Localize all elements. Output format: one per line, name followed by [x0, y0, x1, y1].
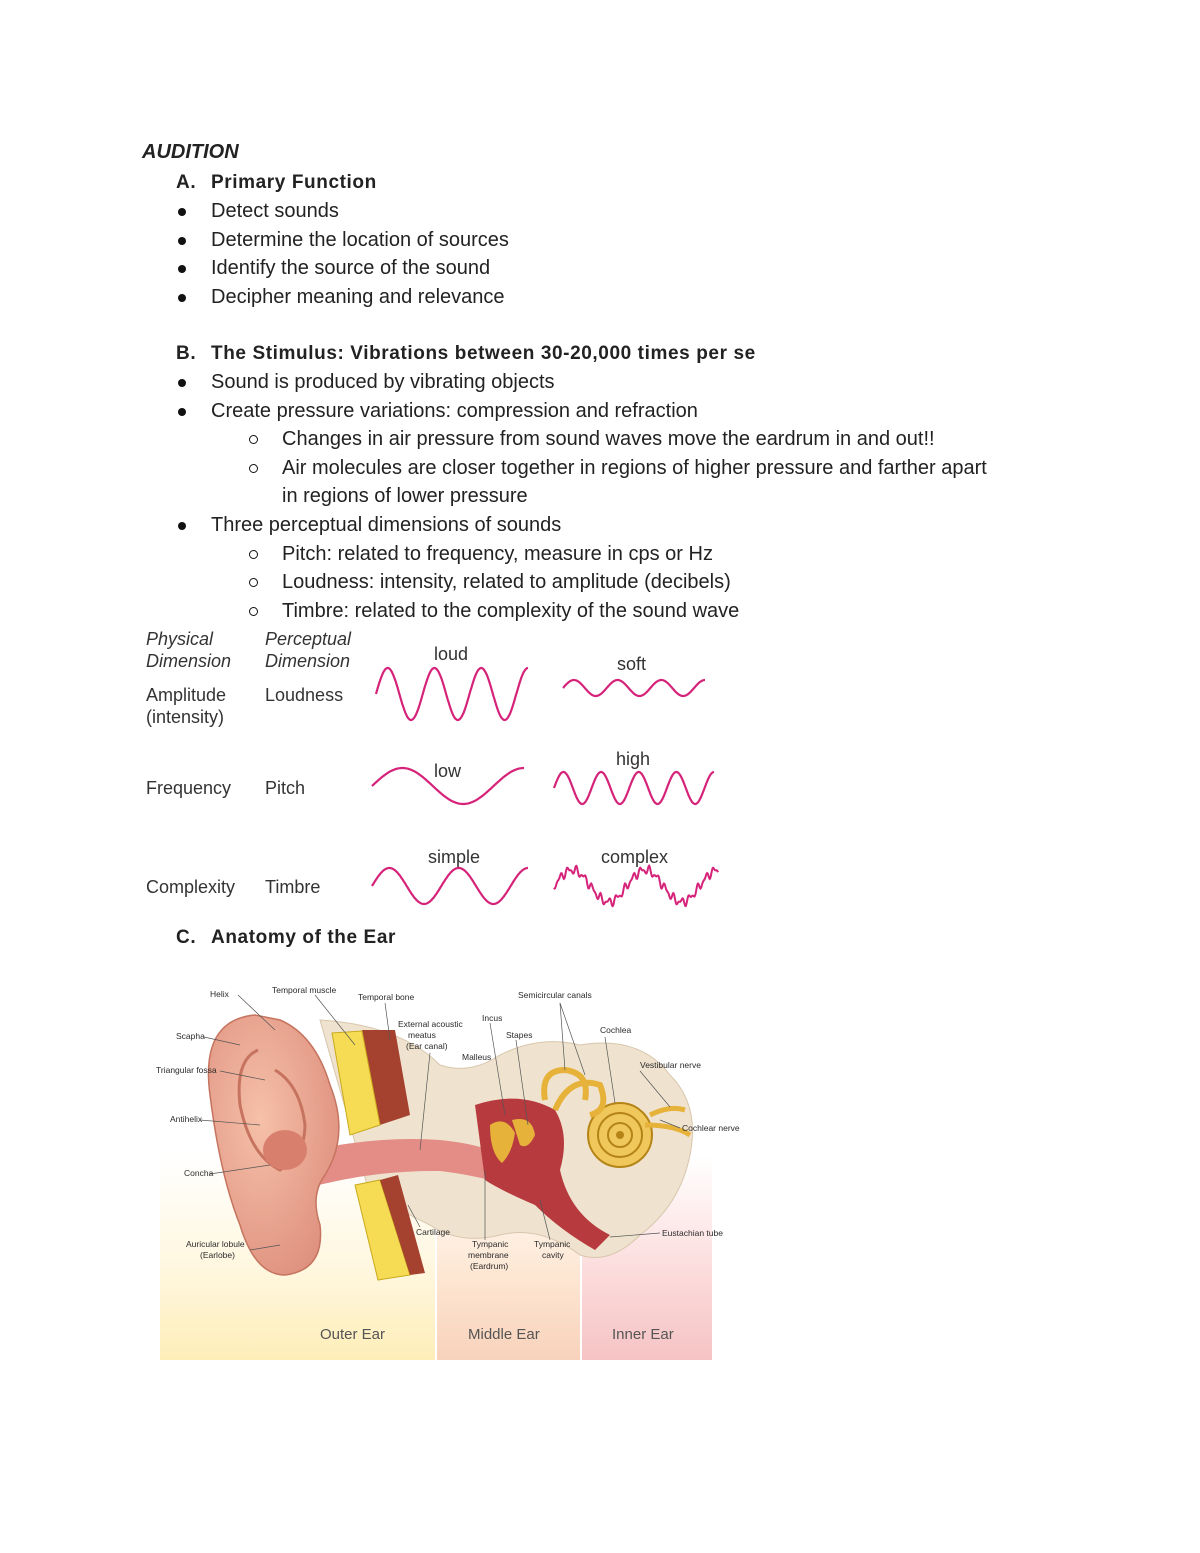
list-item: Three perceptual dimensions of sounds — [0, 511, 987, 540]
zone-label-outer: Outer Ear — [320, 1326, 386, 1343]
sub-list-item-continued: in regions of lower pressure — [282, 485, 528, 508]
list-item: Sound is produced by vibrating objects — [0, 368, 987, 397]
label-triangular-fossa: Triangular fossa — [156, 1065, 217, 1075]
label-cochlear-nerve: Cochlear nerve — [682, 1123, 740, 1133]
sub-list-item: Timbre: related to the complexity of the sound wave — [0, 597, 987, 626]
section-b-heading — [176, 343, 756, 365]
label-cavity: cavity — [542, 1250, 564, 1260]
page-title: AUDITION — [142, 141, 239, 163]
section-c-heading — [176, 927, 396, 949]
section-a-title: Primary Function — [211, 172, 377, 193]
wave-simple — [372, 868, 528, 904]
header-line: Physical — [146, 629, 214, 649]
section-a-label: A. — [176, 172, 197, 193]
wave-label-low: low — [434, 761, 462, 781]
label-malleus: Malleus — [462, 1052, 492, 1062]
ear-anatomy-diagram — [140, 975, 760, 1365]
label-external-acoustic: External acoustic — [398, 1019, 463, 1029]
complexity-label: Complexity — [146, 877, 236, 897]
wave-loud — [376, 668, 528, 720]
sub-list-item: Loudness: intensity, related to amplitude (decibels) — [0, 568, 987, 597]
wave-soft — [563, 680, 705, 696]
list-item: Decipher meaning and relevance — [0, 283, 509, 312]
header-line: Dimension — [265, 651, 351, 671]
label-temporal-bone: Temporal bone — [358, 992, 415, 1002]
frequency-label: Frequency — [146, 778, 232, 798]
section-c-title: Anatomy of the Ear — [211, 927, 396, 948]
label-semicircular-canals: Semicircular canals — [518, 990, 592, 1000]
label-helix: Helix — [210, 989, 229, 999]
label-tympanic-membrane: Tympanic — [472, 1239, 509, 1249]
ear-zone-labels — [320, 1326, 674, 1343]
section-b-label: B. — [176, 343, 197, 364]
label-antihelix: Antihelix — [170, 1114, 203, 1124]
wave-complex — [554, 866, 718, 906]
section-b-title: The Stimulus: Vibrations between 30-20,000 times per se — [211, 343, 756, 364]
wave-label-complex: complex — [601, 847, 669, 867]
label-temporal-muscle: Temporal muscle — [272, 985, 337, 995]
label-meatus: meatus — [408, 1030, 436, 1040]
label-tympanic-cavity: Tympanic — [534, 1239, 571, 1249]
label-concha: Concha — [184, 1168, 214, 1178]
section-c-label: C. — [176, 927, 197, 948]
label-vestibular-nerve: Vestibular nerve — [640, 1060, 701, 1070]
sub-list-item: Pitch: related to frequency, measure in cps or Hz — [0, 540, 987, 569]
list-item: Detect sounds — [0, 197, 509, 226]
list-item: Identify the source of the sound — [0, 254, 509, 283]
pitch-label: Pitch — [265, 778, 306, 798]
header-line: Perceptual — [265, 629, 352, 649]
section-b-list — [0, 368, 987, 625]
wave-low — [372, 768, 524, 804]
cochlea-center — [616, 1131, 624, 1139]
wave-label-soft: soft — [617, 654, 647, 674]
label-stapes: Stapes — [506, 1030, 533, 1040]
label-eustachian-tube: Eustachian tube — [662, 1228, 723, 1238]
header-line: Dimension — [146, 651, 232, 671]
list-item: Create pressure variations: compression and refraction — [0, 397, 987, 426]
timbre-label: Timbre — [265, 877, 321, 897]
wave-high — [554, 772, 714, 804]
concha — [263, 1130, 307, 1170]
label-incus: Incus — [482, 1013, 503, 1023]
wave-label-simple: simple — [428, 847, 481, 867]
sub-list-item: Changes in air pressure from sound waves move the eardrum in and out!! — [0, 425, 987, 454]
label-cartilage: Cartilage — [416, 1227, 451, 1237]
section-a-heading — [176, 172, 377, 194]
wave-label-high: high — [616, 749, 651, 769]
label-ear-canal: (Ear canal) — [406, 1041, 448, 1051]
label-auricular-lobule: Auricular lobule — [186, 1239, 245, 1249]
section-a-list — [0, 197, 509, 311]
label-line: (intensity) — [146, 707, 225, 727]
label-scapha: Scapha — [176, 1031, 205, 1041]
waves-svg — [140, 624, 740, 924]
label-eardrum: (Eardrum) — [470, 1261, 509, 1271]
zone-label-inner: Inner Ear — [612, 1326, 674, 1343]
sound-dimensions-figure — [140, 624, 740, 924]
label-line: Amplitude — [146, 685, 227, 705]
list-item: Determine the location of sources — [0, 226, 509, 255]
zone-label-middle: Middle Ear — [468, 1326, 540, 1343]
wave-label-loud: loud — [434, 644, 469, 664]
sub-list-item: Air molecules are closer together in regions of higher pressure and farther apart — [0, 454, 987, 483]
label-membrane: membrane — [468, 1250, 509, 1260]
label-earlobe: (Earlobe) — [200, 1250, 235, 1260]
loudness-label: Loudness — [265, 685, 344, 705]
label-cochlea: Cochlea — [600, 1025, 632, 1035]
